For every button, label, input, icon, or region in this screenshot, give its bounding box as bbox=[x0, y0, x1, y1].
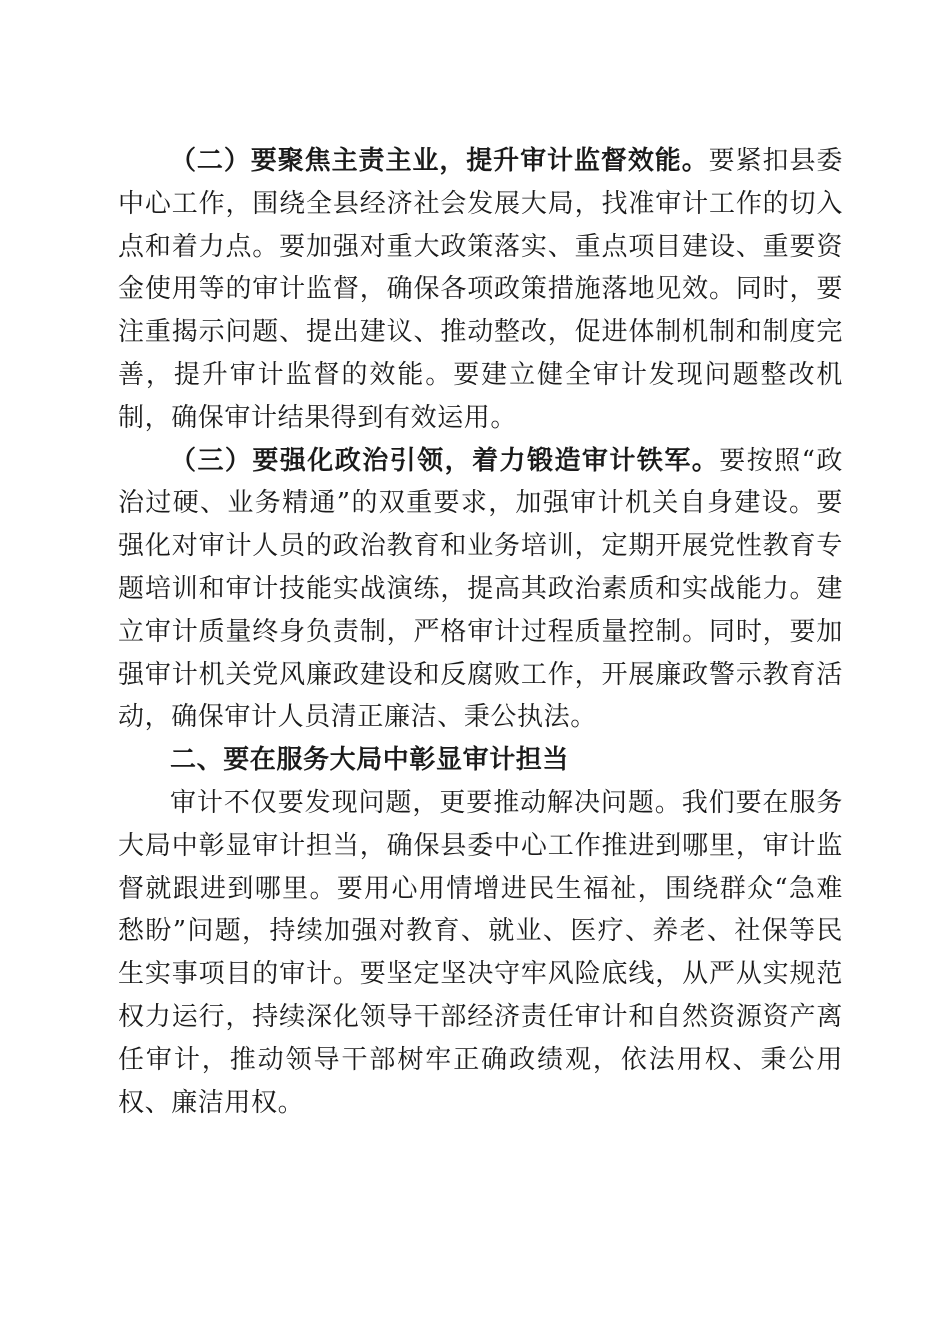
section-heading: 二、要在服务大局中彰显审计担当 bbox=[170, 745, 570, 776]
paragraph-text: 要按照“政治过硬、业务精通”的双重要求，加强审计机关自身建设。要强化对审计人员的政治教育和业务培训，定期开展党性教育专题培训和审计技能实战演练，提高其政治素质和实战能力。建立审计质量终身负责制，严格审计过程质量控制。同时，要加强审计机关党风廉政建设和反腐败工作，开展廉政警示教育活动，确保审计人员清正廉洁、秉公执法。 bbox=[118, 445, 843, 733]
paragraph-serving-overall bbox=[118, 782, 843, 1124]
paragraph-text: 要紧扣县委中心工作，围绕全县经济社会发展大局，找准审计工作的切入点和着力点。要加强对重大政策落实、重点项目建设、重要资金使用等的审计监督，确保各项政策措施落地见效。同时，要注重揭示问题、提出建议、推动整改，促进体制机制和制度完善，提升审计监督的效能。要建立健全审计发现问题整改机制，确保审计结果得到有效运用。 bbox=[118, 146, 843, 433]
paragraph-text: 审计不仅要发现问题，更要推动解决问题。我们要在服务大局中彰显审计担当，确保县委中心工作推进到哪里，审计监督就跟进到哪里。要用心用情增进民生福祉，围绕群众“急难愁盼”问题，持续加强对教育、就业、医疗、养老、社保等民生实事项目的审计。要坚定坚决守牢风险底线，从严从实规范权力运行，持续深化领导干部经济责任审计和自然资源资产离任审计，推动领导干部树牢正确政绩观，依法用权、秉公用权、廉洁用权。 bbox=[118, 787, 843, 1118]
paragraph-lead: （三）要强化政治引领，着力锻造审计铁军。 bbox=[170, 445, 720, 476]
paragraph-audit-efficiency bbox=[118, 140, 843, 440]
paragraph-lead: （二）要聚焦主责主业，提升审计监督效能。 bbox=[170, 146, 709, 176]
paragraph-political-leadership bbox=[118, 440, 843, 740]
document-body bbox=[118, 140, 843, 1124]
